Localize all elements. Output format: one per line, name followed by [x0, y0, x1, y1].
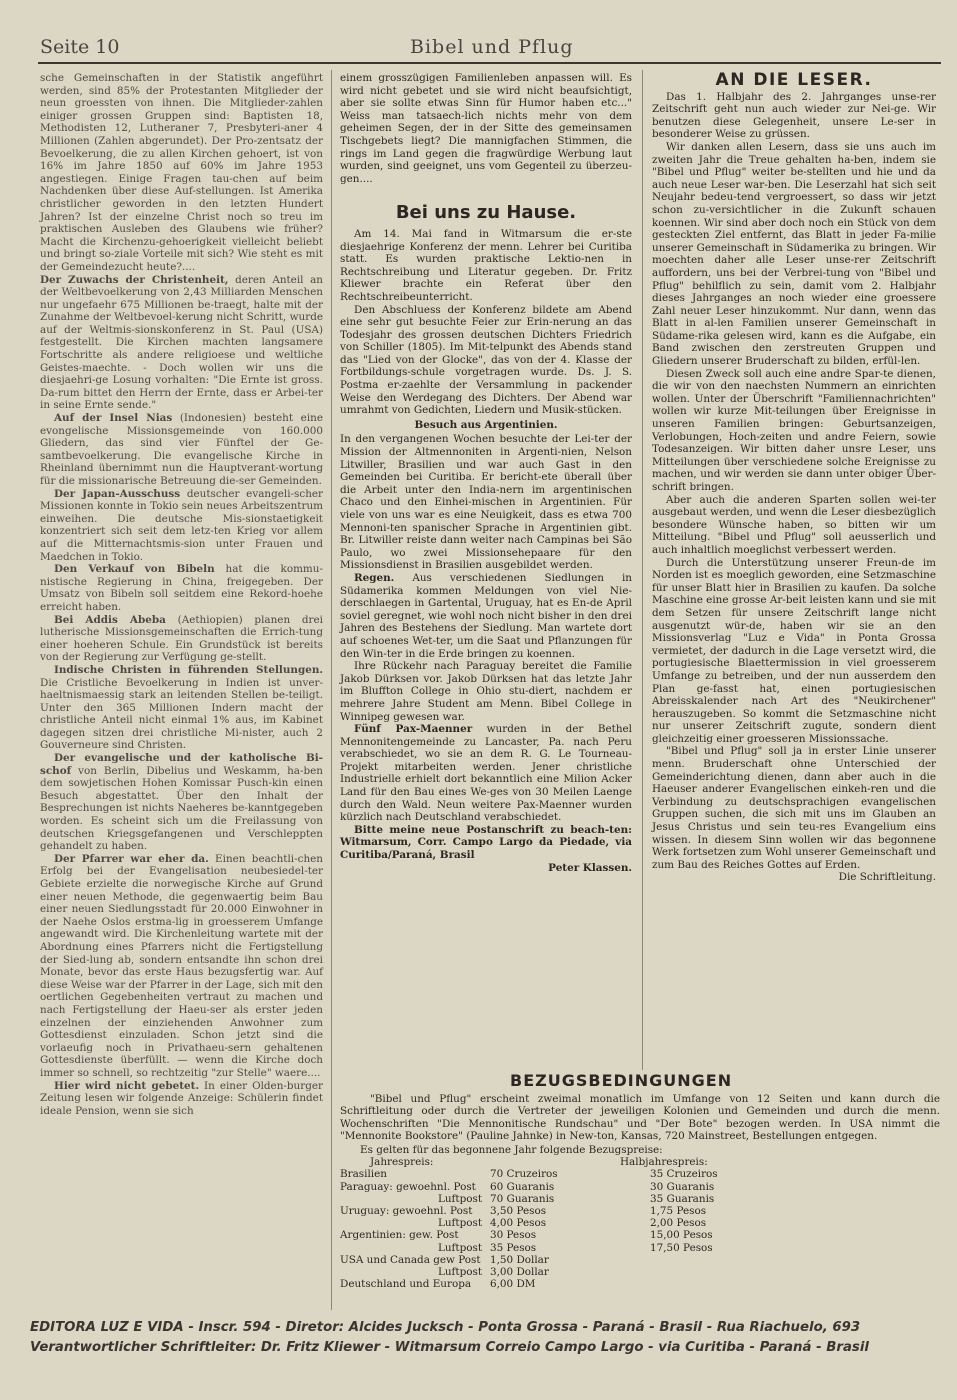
price-row: Luftpost 3,00 Dollar — [437, 1266, 549, 1279]
subscription-intro: "Bibel und Pflug" erscheint zweimal monatlich im Umfange von 12 Seiten und kann durch die Schriftleitung oder durch die Vertreter der jeweiligen Kolonien und Gemeinden und durch die menn. Wochenschriften "Die Mennonitische Rundschau" und "Der Bote" bezogen werden. In USA nimmt die "Mennonite Bookstore" (Pauline Jahnke) in New-ton, Kansas, 720 Mainstreet, Bestellungen entgegen. — [340, 1093, 940, 1142]
imprint-editor: Verantwortlicher Schriftleiter: Dr. Fritz Kliewer - Witmarsum Correio Campo Largo - via Curitiba - Paraná - Brasil — [30, 1340, 869, 1355]
article-paragraph: Wir danken allen Lesern, dass sie uns auch im zweiten Jahr die Treue gehalten ha-ben, indem sie "Bibel und Pflug" weiter be-stellten und hie und da auch neue Leser war-ben. Die Leserzahl hat sich seit Neujahr bedeu-tend vergroessert, so dass wir jetzt schon zu-versichtlicher in die Zukunft schauen koennen. Wir sind aber doch noch ein Stück von dem gesteckten Ziel entfernt, das Blatt in jeder Fa-milie unserer Gemeinschaft in Südamerika zu bringen. Wir moechten daher alle Leser unse-rer Zeitschrift auffordern, uns bei der Verbrei-tung von "Bibel und Pflug" behilflich zu sein, damit vom 2. Halbjahr dieses Jahrganges an noch wieder eine groessere Zahl neuer Leser hinzukommt. Nur dann, wenn das Blatt in al-len Familien unserer Gemeinschaft in Südame-rika gelesen wird, kann es die Aufgabe, ein Band zwischen den zerstreuten Gruppen und Gliedern unserer Bruderschaft zu bilden, erfül-len. — [652, 140, 936, 368]
header-rule — [38, 62, 941, 64]
signature: Peter Klassen. — [548, 861, 632, 874]
column-home-news — [340, 72, 632, 1072]
subscription-section — [340, 1071, 940, 1316]
article-paragraph: Den Verkauf von Bibeln hat die kommu-nistische Regierung in China, freigegeben. Der Umsatz von Bibeln soll seitdem eine Rekord-hoehe erreicht haben. — [40, 563, 323, 613]
newspaper-title: Bibel und Pflug — [410, 36, 574, 58]
article-paragraph: Am 14. Mai fand in Witmarsum die er-ste diesjaehrige Konferenz der menn. Lehrer bei Curitiba statt. Es wurden praktische Lektio-nen in Rechtschreibung und Literatur gegeben. Dr. Fritz Kliewer brachte ein Referat über den Rechtschreibeunterricht. — [340, 227, 632, 303]
article-paragraph: Das 1. Halbjahr des 2. Jahrganges unse-rer Zeitschrift geht nun auch wieder zur Nei-ge. Wir benutzen diese Gelegenheit, unsere Le-ser in besonderer Weise zu grüssen. — [652, 90, 936, 141]
price-value: 17,50 Pesos — [650, 1241, 713, 1254]
price-row: Argentinien: gew. Post 30 Pesos — [340, 1229, 537, 1242]
section-heading: Bei uns zu Hause. — [395, 202, 577, 224]
yearly-prices — [340, 1156, 590, 1290]
price-row: Uruguay: gewoehnl. Post 3,50 Pesos — [340, 1205, 547, 1218]
price-value: 1,75 Pesos — [650, 1205, 707, 1218]
article-paragraph: "Bibel und Pflug" soll ja in erster Linie unserer menn. Bruderschaft ohne Unterschied der Gemeinderichtung dienen, dann aber auch in die Haeuser anderer Evangelischen einkeh-ren und die Verbindung zu deutschsprachigen evangelischen Gruppen suchen, die sich mit uns im Glauben an Jesus Christus und sein teu-res Evangelium eins wissen. In diesem Sinn wollen wir das begonnene Werk fortsetzen zum Wohl unserer Gemeinschaft und zum Bau des Reiches Gottes auf Erden. — [652, 745, 936, 871]
yearly-price-header: Jahrespreis: — [370, 1156, 434, 1169]
article-paragraph: Den Abschluess der Konferenz bildete am Abend eine sehr gut besuchte Feier zur Erin-nerung an das Todesjahr des grossen deutschen Dichters Friedrich von Schiller (1805). Im Mit-telpunkt des Abends stand das "Lied von der Glocke", das von der 4. Klasse der Fortbildungs-schule vorgetragen wurde. Ds. J. S. Postma er-zaehlte der Versammlung in packender Weise den Werdegang des Dichters. Der Abend war umrahmt von Gedichten, Liedern und Musik-stücken. — [340, 303, 632, 417]
signature: Die Schriftleitung. — [838, 871, 936, 884]
article-paragraph: Ihre Rückehr nach Paraguay bereitet die Familie Jakob Dürksen vor. Jakob Dürksen hat das letzte Jahr im Bluffton College in Ohio stu-diert, nachdem er mehrere Jahre Student am Menn. Bibel College in Winnipeg gewesen war. — [340, 660, 632, 723]
price-row: Luftpost 4,00 Pesos — [437, 1217, 547, 1230]
price-value: 15,00 Pesos — [650, 1229, 713, 1242]
price-row: Luftpost 35 Pesos — [437, 1241, 537, 1254]
article-paragraph: Hier wird nicht gebetet. In einer Olden-burger Zeitung lesen wir folgende Anzeige: Schülerin findet ideale Pension, wenn sie sich — [40, 1079, 323, 1117]
article-paragraph: Aber auch die anderen Sparten sollen wei-ter ausgebaut werden, und wenn die Leser diesbezüglich besondere Wünsche haben, so bitten wir um Mitteilung. "Bibel und Pflug" soll aeusserlich und auch inhaltlich moeglichst verbessert werden. — [652, 493, 936, 556]
half-year-prices — [620, 1156, 820, 1254]
article-paragraph: Der Japan-Ausschuss deutscher evangeli-scher Missionen konnte in Tokio sein neues Arbeitszentrum einweihen. Die deutsche Mis-sionstaetigkeit konzentriert sich seit dem letz-ten Krieg vor allem auf die Mitternachtsmis-sion unter Frauen und Maedchen in Tokio. — [40, 487, 324, 563]
half-year-price-header: Halbjahrespreis: — [620, 1156, 708, 1169]
price-row: USA und Canada gew Post 1,50 Dollar — [340, 1253, 549, 1266]
price-row: Paraguay: gewoehnl. Post 60 Guaranis — [340, 1180, 555, 1193]
article-paragraph: Auf der Insel Nias (Indonesien) besteht eine evongelische Missionsgemeinde von 160.000 Gliedern, das sind vier Fünftel der Ge-samtbevoelkerung. Die evangelische Kirche in Rheinland übernimmt nun die Hauptverant-wortung für die missionarische Betreuung die-ser Gemeinden. — [40, 412, 323, 487]
imprint-publisher: EDITORA LUZ E VIDA - Inscr. 594 - Diretor: Alcides Jucksch - Ponta Grossa - Paraná - Brasil - Rua Riachuelo, 693 — [30, 1320, 861, 1335]
article-paragraph: Der evangelische und der katholische Bi-schof von Berlin, Dibelius und Weskamm, ha-ben dem sowjetischen Hohen Komissar Pusch-kin einen Besuch abgestattet. Über den Inhalt der Besprechungen ist nichts Naeheres be-kanntgegeben worden. Es scheint sich um die Freilassung von deutschen Kriegsgefangenen und Verschleppten gehandelt zu haben. — [40, 752, 323, 853]
price-value: 35 Guaranis — [650, 1192, 715, 1205]
price-value: 35 Cruzeiros — [650, 1168, 718, 1181]
address-notice: Bitte meine neue Postanschrift zu beach-ten: Witmarsum, Corr. Campo Largo da Piedade, via Curitiba/Paraná, Brasil — [340, 823, 632, 862]
article-paragraph: Fünf Pax-Maenner wurden in der Bethel Mennonitengemeinde zu Lancaster, Pa. nach Peru verabschiedet, wo sie an dem R. G. Le Tourneau-Projekt mitarbeiten werden. Jener christliche Industrielle erhielt dort bekanntlich eine Milion Acker Land für den Bau eines We-ges von 30 Meilen Laenge durch den Wald. Neun weitere Pax-Maenner wurden kürzlich nach Deutschland verabschiedet. — [340, 723, 632, 824]
column-to-readers — [652, 72, 936, 1072]
column-divider-2 — [642, 70, 643, 1070]
section-heading: AN DIE LESER. — [715, 70, 873, 90]
article-paragraph: einem grosszügigen Familienleben anpassen will. Es wird nicht gebetet und sie wird nicht beaufsichtigt, aber sie sollte etwas Sinn für Humor haben etc..." Weiss man tatsaech-lich nichts mehr von dem geheimen Segen, der in der Sitte des gemeinsamen Tischgebets liegt? Die mannigfachen Stimmen, die rings im Land gegen die fragwürdige Werbung laut wurden, sind geeignet, uns vom Gegenteil zu überzeu-gen.... — [340, 72, 632, 185]
price-table — [340, 1156, 940, 1316]
article-paragraph: Bei Addis Abeba (Aethiopien) planen drei lutherische Missionsgemeinschaften die Errich-tung einer hoeheren Schule. Ein Grundstück ist bereits von der Regierung zur Verfügung ge-stellt. — [40, 613, 323, 664]
page-number: Seite 10 — [40, 36, 120, 58]
article-paragraph: Indische Christen in führenden Stellungen. Die Cristliche Bevoelkerung in Indien ist unver-haeltnismaessig stark an leitenden Stellen be-teiligt. Unter den 365 Millionen Indern macht der christliche Anteil nicht einmal 1% aus, im Kabinet dagegen sitzen drei christliche Mi-nister, auch 2 Gouverneure sind Christen. — [40, 663, 323, 752]
imprint — [30, 1318, 950, 1358]
article-paragraph: Regen. Aus verschiedenen Siedlungen in Südamerika kommen Meldungen von viel Nie-derschlaegen in Gartental, Uruguay, hat es En-de April soviel geregnet, wie wohl noch nicht bisher in den drei Jahren des Bestehens der Siedlung. Man wartete dort auf schoenes Wet-ter, um die Saat und Pflanzungen für den Win-ter in die Erde bringen zu koennen. — [340, 571, 632, 660]
article-paragraph: Durch die Unterstützung unserer Freun-de im Norden ist es moeglich geworden, eine Setzmaschine für unser Blatt hier in Brasilien zu kaufen. Da solche Maschine eine grosse Ar-beit leisten kann und sie mit dem Setzen für unsere Zeitschrift lange nicht ausgenutzt wür-de, haben wir sie an den Missionsverlag "Luz e Vida" in Ponta Grossa vermietet, der dadurch in die Lage versetzt wird, die portugiesische Blaettermission in viel groesserem Umfange zu betreiben, und der nun ausserdem den Plan ge-fasst hat, einen portugiesischen Abreisskalender nach Art des "Neukirchener" herauszugeben. So kommt die Setzmaschine nicht nur unserer Zeitschrift zugute, sondern dient gleichzeitig einer groesseren Missionssache. — [652, 556, 936, 745]
article-paragraph: Der Zuwachs der Christenheit, deren Anteil an der Weltbevoelkerung von 2,43 Milliarden Menschen nur ungefaehr 675 Millionen be-traegt, halte mit der Zunahme der Weltbevoel-kerung nicht Schritt, wurde auf der Weltmis-sionskonferenz in St. Paul (USA) festgestellt. Die Kirchen machten langsamere Fortschritte als andere religioese und weltliche Geistes-maechte. - Doch wollen wir uns die diesjaehri-ge Losung vorhalten: "Die Ernte ist gross. Da-rum bittet den Herrn der Ernte, dass er Arbei-ter in seine Ernte sende." — [40, 273, 324, 412]
price-row: Luftpost 70 Guaranis — [437, 1192, 555, 1205]
price-row: Brasilien 70 Cruzeiros — [340, 1168, 558, 1181]
subscription-valid-note: Es gelten für das begonnene Jahr folgende Bezugspreise: — [360, 1144, 663, 1157]
subscription-title: BEZUGSBEDINGUNGEN — [510, 1071, 733, 1090]
subheading: Besuch aus Argentinien. — [414, 418, 558, 431]
column-divider-1 — [331, 70, 332, 1310]
price-value: 2,00 Pesos — [650, 1217, 707, 1230]
column-church-news — [40, 72, 323, 1302]
article-paragraph: Diesen Zweck soll auch eine andre Spar-te dienen, die wir von den naechsten Nummern an einrichten wollen. Unter der Überschrift "Familiennachrichten" wollen wir kurze Mit-teilungen über Ereignisse in unseren Familien bringen: Geburtsanzeigen, Verlobungen, Hoch-zeiten und andre Feiern, sowie Todesanzeigen. Wir bitten daher unsre Leser, uns Mitteilungen über verschiedene solche Ereignisse zu machen, und wir werden sie dann unter obiger Über-schrift bringen. — [652, 367, 936, 493]
article-paragraph: In den vergangenen Wochen besuchte der Lei-ter der Mission der Altmennoniten in Argenti-nien, Nelson Litwiller, Brasilien und war auch Gast in den Gemeinden bei Curitiba. Er bericht-ete überall über die Arbeit unter den Indiа-nern im argentinischen Chaco und den Einhei-mischen in Argentinien. Für viele von uns war es eine Neuigkeit, dass es etwa 700 Mennoni-ten spanischer Sprache in Argentinien gibt. Br. Litwiller reiste dann weiter nach Campinas bei São Paulo, wo zwei Missionsehepaare für den Missionsdienst in Brasilien ausgebildet werden. — [340, 433, 632, 572]
price-value: 30 Guaranis — [650, 1180, 715, 1193]
article-paragraph: Der Pfarrer war eher da. Einen beachtli-chen Erfolg bei der Evangelisation neubesiedel-ter Gebiete erzielte die norwegische Kirche auf Grund einer neuen Methode, die gegenwaertig beim Bau einer neuen Siedlungsstadt für 20.000 Einwohner in der Naehe Oslos erstma-lig in groesserem Umfange angewandt wird. Die Kirchenleitung wartete mit der Abordnung eines Pfarrers nicht die Fertigstellung der Sied-lung ab, sondern entsandte ihn schon drei Monate, bevor das erste Haus bezugsfertig war. Auf diese Weise war der Pfarrer in der Lage, sich mit den oertlichen Gegebenheiten vertraut zu machen und nach Fertigstellung der Haeu-ser als erster jeden einzelnen der einziehenden Anwohner zum Gottesdienst einzuladen. Schon jetzt sind die vorlaeufig noch in Privathaeu-sern gehaltenen Gottesdienste überfüllt. — wenn die Kirche doch immer so schnell, so rechtzeitig "zur Stelle" waere.... — [40, 852, 323, 1079]
price-row: Deutschland und Europa 6,00 DM — [340, 1278, 536, 1291]
article-paragraph: sche Gemeinschaften in der Statistik angeführt werden, sind 85% der Protestanten Mitglieder der neun groessten von ihnen. Die Mitglieder-zahlen einiger grossen Gruppen sind: Baptisten 18, Methodisten 12, Lutheraner 7, Presbyteri-aner 4 Millionen (Zahlen abgerundet). Der Pro-zentsatz der Bevoelkerung, die zu allen Kirchen gehoert, ist von 16% im Jahre 1850 auf 60% im Jahre 1953 angestiegen. Einige Fragen tau-chen auf beim Nachdenken über diese Auf-stellungen. Ist Amerika christlicher geworden in den letzten Hundert Jahren? Ist der einzelne Christ noch so treu im praktischen Ausleben des Glaubens wie früher? Macht die Kirchenzu-gehoerigkeit vielleicht beliebt und bringt so-ziale Vorteile mit sich? Wie steht es mit der Gemeindezucht heute?.... — [40, 72, 323, 273]
